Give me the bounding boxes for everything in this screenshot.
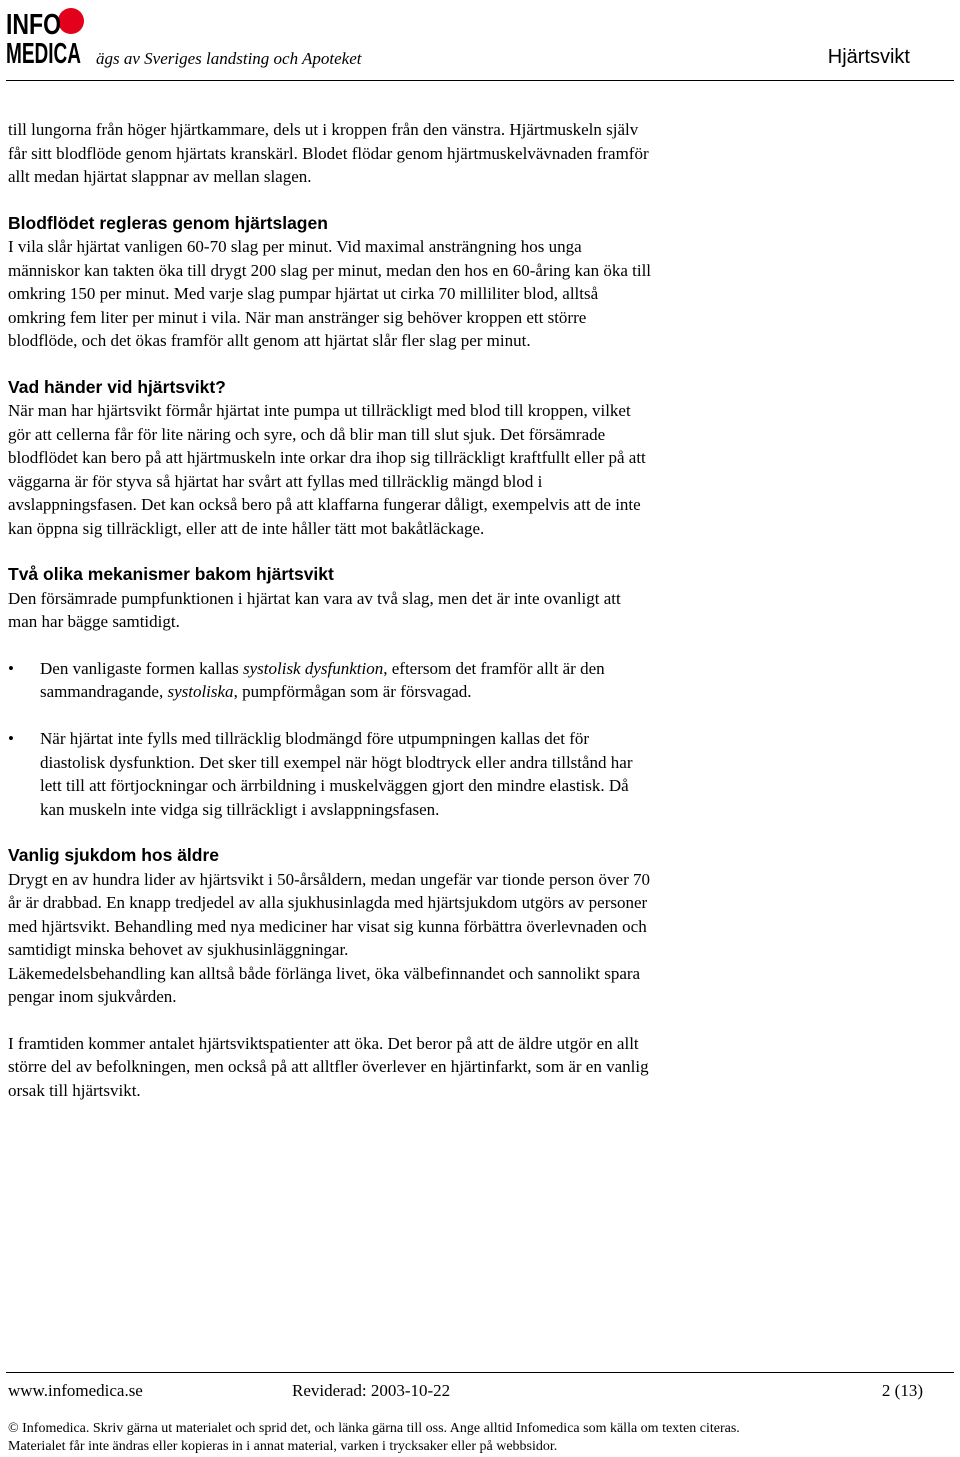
bullet2-text: När hjärtat inte fylls med tillräcklig blodmängd före utpumpningen kallas det för diastolisk dysfunktion. Det sker till exempel när högt blodtryck eller andra tillstånd har lett till att förtjockningar och ärrbildning i muskelväggen gjort den mindre elastisk. Då kan muskeln inte vidga sig tillräckligt i avslappningsfasen. (40, 729, 633, 819)
paragraph-vanlig-sjukdom-2: Läkemedelsbehandling kan alltså både förlänga livet, öka välbefinnandet och sannolikt spara pengar inom sjukvården. (8, 963, 641, 1006)
term-systolisk-dysfunktion: systolisk dysfunktion (243, 658, 384, 678)
heading-blodflodet: Blodflödet regleras genom hjärtslagen (8, 212, 328, 233)
heading-vad-hander: Vad händer vid hjärtsvikt? (8, 376, 226, 397)
bullet-icon: • (8, 729, 14, 748)
header-divider (6, 80, 954, 81)
footer-revised-date: Reviderad: 2003-10-22 (292, 1381, 451, 1400)
heading-vanlig-sjukdom: Vanlig sjukdom hos äldre (8, 845, 220, 865)
document-body (8, 118, 653, 1102)
list-item (8, 727, 653, 821)
list-item (8, 657, 653, 704)
paragraph-tva-mekanismer: Den försämrade pumpfunktionen i hjärtat kan vara av två slag, men det är inte ovanligt att man har bägge samtidigt. (8, 588, 621, 631)
footer-divider (6, 1372, 954, 1373)
paragraph-blodflodet: I vila slår hjärtat vanligen 60-70 slag per minut. Vid maximal ansträngning hos unga människor kan takten öka till drygt 200 slag per minut, medan den hos en 60-åring kan öka till omkring 150 per minut. Med varje slag pumpar hjärtat ut cirka 70 milliliter blod, alltså omkring fem liter per minut i vila. När man anstränger sig behöver kroppen ett större blodflöde, och det ökas framför allt genom att hjärtat slår fler slag per minut. (8, 237, 652, 350)
header-tagline: ägs av Sveriges landsting och Apoteket (96, 49, 362, 68)
heading-tva-mekanismer: Två olika mekanismer bakom hjärtsvikt (8, 564, 334, 584)
paragraph-vanlig-sjukdom-1: Drygt en av hundra lider av hjärtsvikt i 50-årsåldern, medan ungefär var tionde person över 70 år är drabbad. En knapp tredjedel av alla sjukhusinlagda med hjärtsjukdom utgörs av personer med hjärtsvikt. Behandling med nya mediciner har visat sig kunna förbättra överlevnaden och samtidigt minska behovet av sjukhusinläggningar. (8, 869, 651, 959)
term-systoliska: systoliska (167, 682, 234, 701)
intro-paragraph: till lungorna från höger hjärtkammare, dels ut i kroppen från den vänstra. Hjärtmuskeln själv får sitt blodflöde genom hjärtats kranskärl. Blodet flödar genom hjärtmuskelvävnaden framför allt medan hjärtat slappnar av mellan slagen. (8, 120, 649, 186)
paragraph-vad-hander: När man har hjärtsvikt förmår hjärtat inte pumpa ut tillräckligt med blod till kroppen, vilket gör att cellerna får för lite näring och syre, och då blir man till slut sjuk. Det försämrade blodflödet kan bero på att hjärtmuskeln inte orkar dra ihop sig tillräckligt kraftfullt eller på att väggarna är för styva så hjärtat har svårt att fyllas med tillräcklig mängd blod i avslappningsfasen. Det kan också bero på att klaffarna fungerar dåligt, exempelvis att de inte kan öppna sig tillräckligt, eller att de inte håller tätt mot bakåtläckage. (8, 401, 646, 538)
logo-red-dot (58, 8, 84, 34)
copyright-line-1: © Infomedica. Skriv gärna ut materialet och sprid det, och länka gärna till oss. Ange alltid Infomedica som källa om texten citeras. (8, 1421, 740, 1436)
page-header (0, 0, 960, 80)
logo-line2: MEDICA (6, 38, 82, 70)
footer-url-link[interactable]: www.infomedica.se (8, 1381, 143, 1400)
document-title: Hjärtsvikt (827, 46, 910, 68)
footer-page-number: 2 (13) (881, 1381, 923, 1400)
logo-line1: INFO (6, 9, 61, 41)
mechanism-list (8, 657, 653, 822)
footer-copyright (8, 1420, 740, 1456)
bullet1-text: Den vanligaste formen kallas (40, 658, 243, 678)
bullet1-text-3: , pumpförmågan som är försvagad. (233, 682, 472, 701)
bullet-icon: • (8, 658, 14, 678)
bullet1-text-2: , eftersom det framför allt är den sammandragande, (40, 658, 605, 701)
infomedica-logo (6, 6, 86, 70)
paragraph-framtiden: I framtiden kommer antalet hjärtsviktspatienter att öka. Det beror på att de äldre utgör en allt större del av befolkningen, men också på att alltfler överlever en hjärtinfarkt, som är en vanlig orsak till hjärtsvikt. (8, 1033, 649, 1100)
copyright-line-2: Materialet får inte ändras eller kopieras in i annat material, varken i trycksaker eller på webbsidor. (8, 1439, 558, 1454)
